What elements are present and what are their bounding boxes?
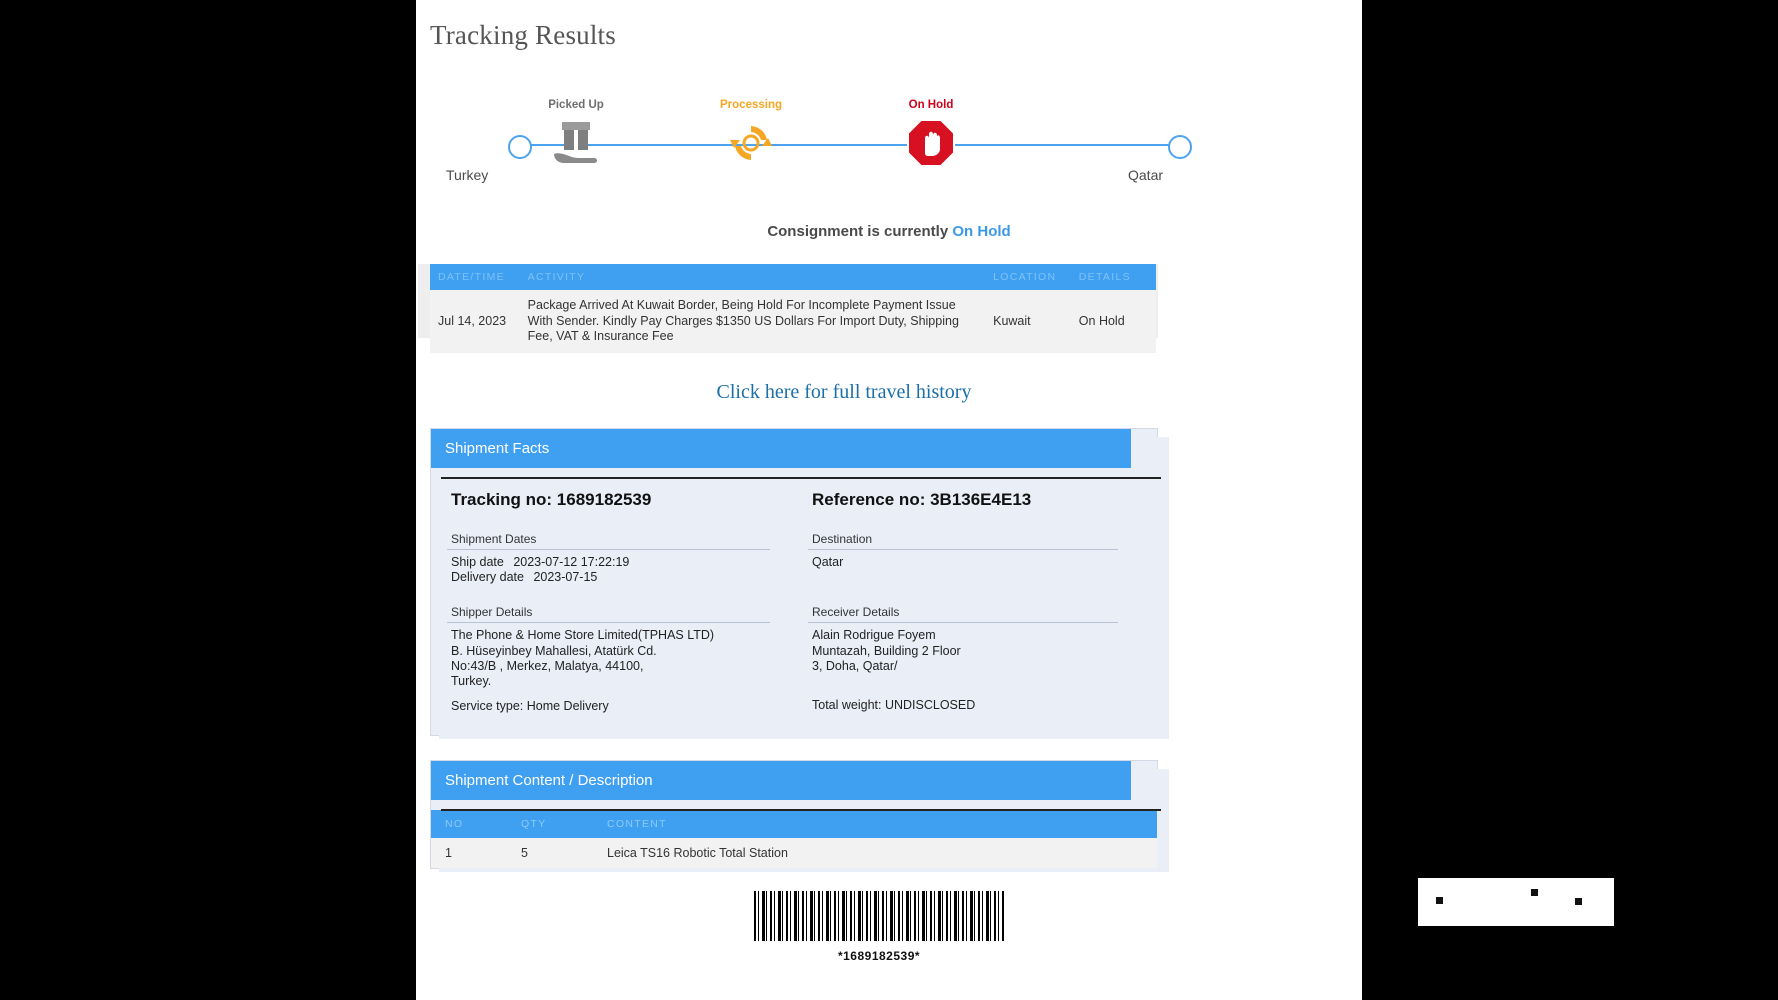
shipper-line-2: B. Hüseyinbey Mahallesi, Atatürk Cd. xyxy=(451,643,657,658)
barcode-image xyxy=(754,891,1004,941)
ship-date-label: Ship date xyxy=(451,554,504,569)
activity-datetime: Jul 14, 2023 xyxy=(430,290,520,353)
current-status-value: On Hold xyxy=(952,223,1011,240)
destination-label-heading: Destination xyxy=(808,532,1118,550)
tracking-no-block xyxy=(447,484,794,532)
total-weight: Total weight: UNDISCLOSED xyxy=(812,698,976,713)
content-col-content: CONTENT xyxy=(599,810,1157,838)
barcode-section xyxy=(416,891,1362,963)
content-table-header-row xyxy=(431,810,1157,838)
shipper-line-3: No:43/B , Merkez, Malatya, 44100, xyxy=(451,658,644,673)
destination-label: Qatar xyxy=(1128,167,1164,183)
stage-processing-label: Processing xyxy=(720,99,782,111)
stage-on-hold xyxy=(856,99,1006,171)
stage-picked-up xyxy=(501,99,651,171)
table-row xyxy=(430,290,1156,353)
shipment-facts-body xyxy=(431,468,1157,735)
shipment-content-table xyxy=(431,810,1157,868)
receiver-line-3: 3, Doha, Qatar/ xyxy=(812,658,898,673)
reference-no-block xyxy=(794,484,1141,532)
activity-location: Kuwait xyxy=(985,290,1071,353)
reference-number: Reference no: 3B136E4E13 xyxy=(812,489,1032,509)
delivery-date-value: 2023-07-15 xyxy=(533,570,598,585)
tracking-document xyxy=(416,0,1362,1000)
full-travel-history-link[interactable]: Click here for full travel history xyxy=(716,380,972,403)
overlay-dot-icon xyxy=(1531,889,1538,896)
shipment-dates-label: Shipment Dates xyxy=(447,532,770,550)
delivery-date-row xyxy=(447,570,794,585)
shipper-line-4: Turkey. xyxy=(451,674,492,689)
origin-label: Turkey xyxy=(446,167,489,183)
barcode-label: *1689182539* xyxy=(837,948,921,963)
overlay-panel xyxy=(1418,878,1614,926)
package-hand-icon xyxy=(501,115,651,171)
processing-arrows-icon xyxy=(676,115,826,171)
current-status xyxy=(416,223,1362,240)
stage-on-hold-label: On Hold xyxy=(908,99,954,111)
content-col-no: NO xyxy=(431,810,513,838)
activity-details: On Hold xyxy=(1071,290,1156,353)
stage-picked-up-label: Picked Up xyxy=(548,99,604,111)
activity-col-datetime: DATE/TIME xyxy=(430,264,520,290)
shipment-dates-block xyxy=(447,532,794,586)
destination-value: Qatar xyxy=(812,554,844,569)
receiver-line-1: Alain Rodrigue Foyem xyxy=(812,628,936,643)
shipment-content-heading: Shipment Content / Description xyxy=(431,761,1131,800)
content-col-qty: QTY xyxy=(513,810,599,838)
ship-date-value: 2023-07-12 17:22:19 xyxy=(513,554,630,569)
receiver-line-2: Muntazah, Building 2 Floor xyxy=(812,643,961,658)
shipment-content-panel xyxy=(430,760,1158,869)
shipment-facts-panel xyxy=(430,428,1158,736)
activity-col-details: DETAILS xyxy=(1071,264,1156,290)
overlay-dot-icon xyxy=(1436,897,1443,904)
activity-col-location: LOCATION xyxy=(985,264,1071,290)
activity-description: Package Arrived At Kuwait Border, Being Hold For Incomplete Payment Issue With Sender. Kindly Pay Charges $1350 US Dollars For Import Duty, Shipping Fee, VAT & Insurance Fee xyxy=(520,290,985,353)
receiver-details-block xyxy=(794,605,1141,714)
service-type: Service type: Home Delivery xyxy=(451,699,609,714)
panel-divider xyxy=(441,809,1161,811)
tracking-number: Tracking no: 1689182539 xyxy=(451,489,652,509)
table-row xyxy=(431,838,1157,868)
activity-col-activity: ACTIVITY xyxy=(520,264,985,290)
progress-node-destination xyxy=(1168,135,1192,159)
delivery-date-label: Delivery date xyxy=(451,570,524,585)
content-row-qty: 5 xyxy=(513,838,599,868)
current-status-prefix: Consignment is currently xyxy=(767,223,949,240)
receiver-details-label: Receiver Details xyxy=(808,605,1118,623)
stop-hand-icon xyxy=(856,115,1006,171)
activity-section xyxy=(416,264,1362,353)
overlay-dot-icon xyxy=(1575,898,1582,905)
panel-divider xyxy=(441,477,1161,479)
destination-block xyxy=(794,532,1141,586)
stage-processing xyxy=(676,99,826,171)
shipper-details-block xyxy=(447,605,794,714)
content-row-description: Leica TS16 Robotic Total Station xyxy=(599,838,1157,868)
shipment-progress-tracker xyxy=(416,89,1362,219)
activity-table xyxy=(430,264,1156,353)
activity-table-header-row xyxy=(430,264,1156,290)
page-title: Tracking Results xyxy=(430,20,616,50)
shipper-line-1: The Phone & Home Store Limited(TPHAS LTD) xyxy=(451,628,715,643)
ship-date-row xyxy=(447,555,794,570)
shipment-facts-heading: Shipment Facts xyxy=(431,429,1131,468)
shipper-details-label: Shipper Details xyxy=(447,605,770,623)
content-row-no: 1 xyxy=(431,838,513,868)
